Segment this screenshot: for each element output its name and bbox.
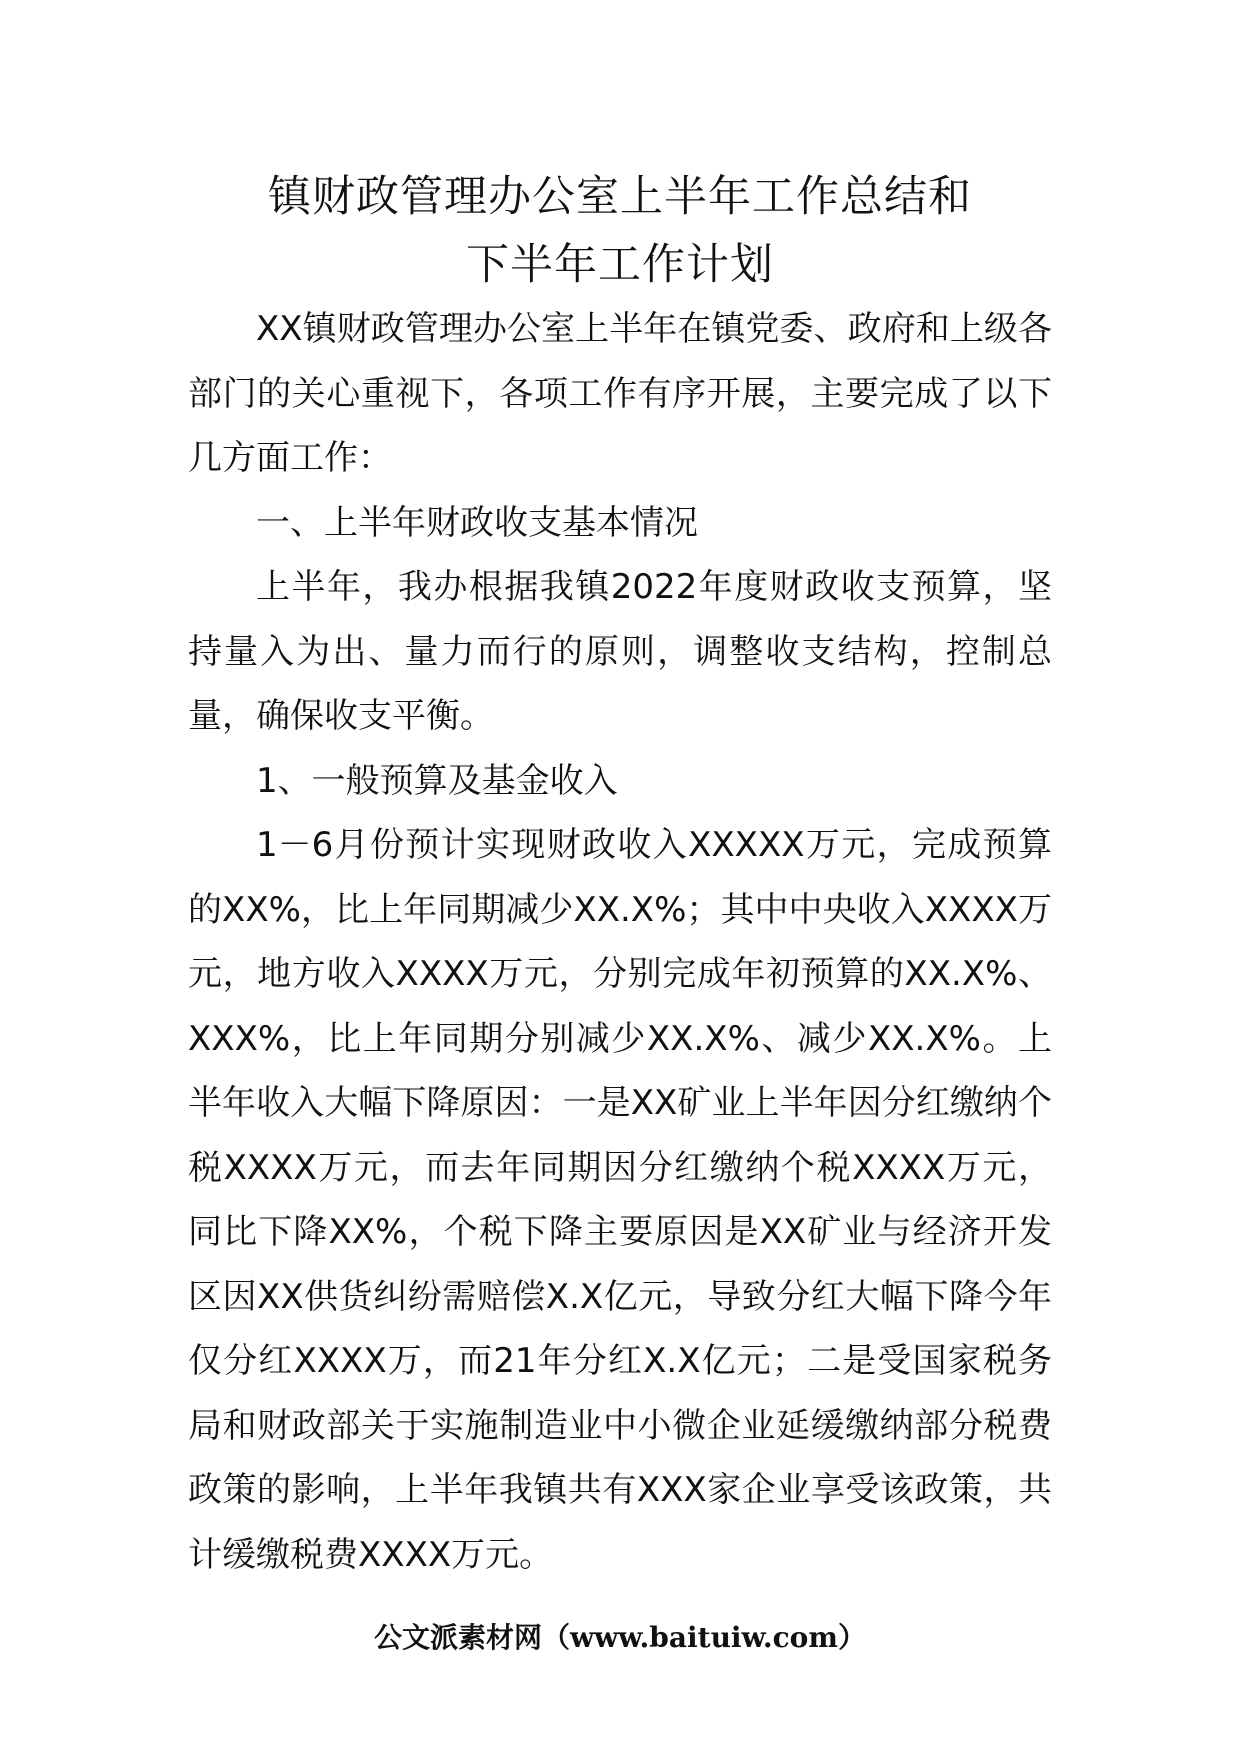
section-heading: 一、上半年财政收支基本情况 (256, 502, 698, 543)
subsection-heading: 1、一般预算及基金收入 (256, 760, 618, 801)
body-paragraph: 1－6月份预计实现财政收入XXXXX万元，完成预算的XX%，比上年同期减少XX.X%；其中中央收入XXXX万元，地方收入XXXX万元，分别完成年初预算的XX.X%、XXX%，比上年同期分别减少XX.X%、减少XX.X%。上半年收入大幅下降原因：一是XX矿业上半年因分红缴纳个税XXXX万元，而去年同期因分红缴纳个税XXXX万元，同比下降XX%，个税下降主要原因是XX矿业与经济开发区因XX供货纠纷需赔偿X.X亿元，导致分红大幅下降今年仅分红XXXX万，而21年分红X.X亿元；二是受国家税务局和财政部关于实施制造业中小微企业延缓缴纳部分税费政策的影响，上半年我镇共有XXX家企业享受该政策，共计缓缴税费XXXX万元。 (188, 825, 1052, 1575)
intro-paragraph: XX镇财政管理办公室上半年在镇党委、政府和上级各部门的关心重视下，各项工作有序开展，主要完成了以下几方面工作： (188, 309, 1052, 478)
document-body (188, 297, 1052, 1587)
document-title-line-1: 镇财政管理办公室上半年工作总结和 (268, 172, 972, 222)
body-paragraph: 上半年，我办根据我镇2022年度财政收支预算，坚持量入为出、量力而行的原则，调整收支结构，控制总量，确保收支平衡。 (188, 567, 1052, 736)
footer-watermark-text: 公文派素材网（www.baituiw.com） (374, 1621, 866, 1654)
document-title-line-2: 下半年工作计划 (466, 240, 774, 290)
